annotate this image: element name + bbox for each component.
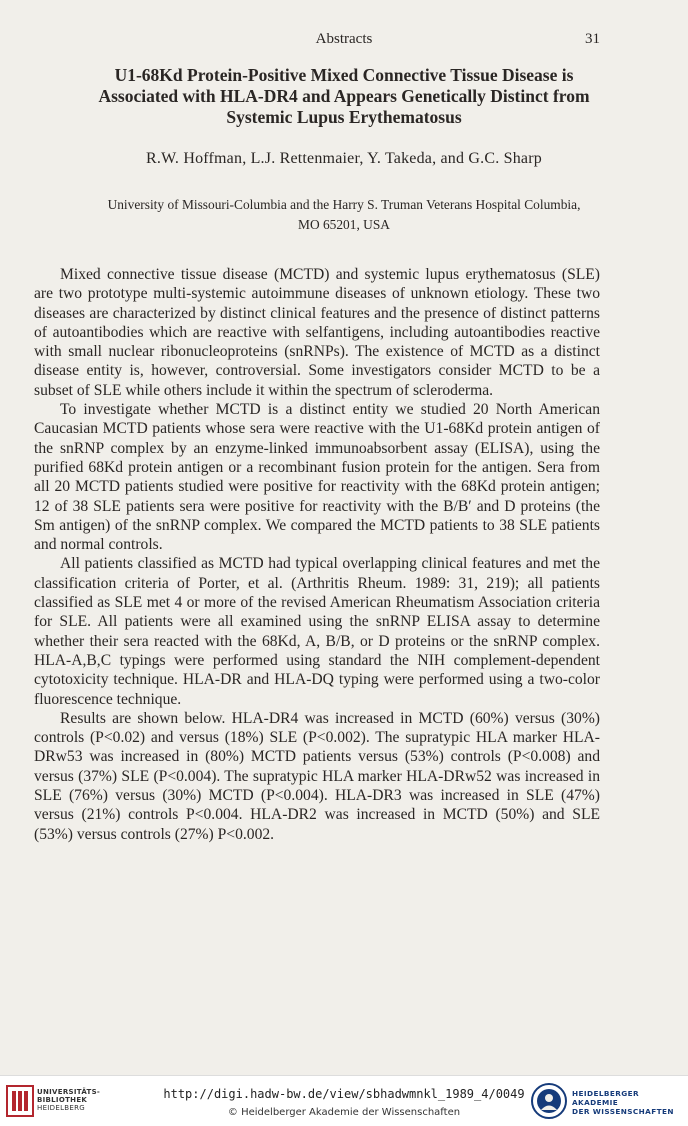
running-title: Abstracts — [315, 31, 373, 47]
paragraph: To investigate whether MCTD is a distinct entity we studied 20 North American Caucasian MCTD patients whose sera were reactive with the U1-68Kd protein antigen of the snRNP complex by an enzyme-linked immunoabsorbent assay (ELISA), using the purified 68Kd protein antigen or a recombinant fusion protein for the antigen. Sera from all 20 MCTD patients studied were positive for reactivity with the 68Kd protein antigen; 12 of 38 SLE patients sera were positive for reactivity with the B/B′ and D proteins (the Sm antigen) of the snRNP complex. We compared the MCTD patients to 38 SLE patients and normal controls. — [34, 401, 600, 554]
title-line: Systemic Lupus Erythematosus — [226, 107, 462, 127]
running-head — [0, 31, 688, 51]
permalink-url[interactable]: http://digi.hadw-bw.de/view/sbhadwmnkl_1989_4/0049 — [163, 1087, 525, 1101]
affiliation-line: University of Missouri-Columbia and the Harry S. Truman Veterans Hospital Columbia, — [107, 197, 581, 212]
article-title — [34, 65, 654, 128]
authors: R.W. Hoffman, L.J. Rettenmaier, Y. Takeda, and G.C. Sharp — [146, 150, 542, 167]
affiliation-line: MO 65201, USA — [298, 217, 390, 232]
copyright-notice: © Heidelberger Akademie der Wissenschaften — [227, 1107, 461, 1118]
paragraph: Results are shown below. HLA-DR4 was increased in MCTD (60%) versus (30%) controls (P<0.02) and versus (18%) SLE (P<0.002). The supratypic HLA marker HLA-DRw53 was increased in (80%) MCTD patients versus (53%) controls (P<0.008) and versus (37%) SLE (P<0.004). The supratypic HLA marker HLA-DRw52 was increased in SLE (76%) versus (30%) MCTD (P<0.004). HLA-DR3 was increased in SLE (47%) versus (21%) controls P<0.004. HLA-DR2 was increased in MCTD (50%) and SLE (53%) versus controls (27%) P<0.002. — [34, 709, 600, 843]
paragraph: All patients classified as MCTD had typical overlapping clinical features and met the classification criteria of Porter, et al. (Arthritis Rheum. 1989: 31, 219); all patients classified as SLE met 4 or more of the revised American Rheumatism Association criteria for SLE. All patients were all examined using the snRNP ELISA assay to determine whether their sera reacted with the 68Kd, A, B/B, or D proteins or the snRNP complex. HLA-A,B,C typings were performed using standard the NIH complement-dependent cytotoxicity technique. HLA-DR and HLA-DQ typing were performed using a two-color fluorescence technique. — [34, 555, 600, 708]
digitization-footer — [0, 1075, 688, 1126]
abstract-body — [34, 265, 600, 844]
title-line: Associated with HLA-DR4 and Appears Genetically Distinct from — [98, 86, 590, 106]
affiliation — [34, 195, 654, 235]
university-library-name: UNIVERSITÄTS- BIBLIOTHEK HEIDELBERG — [37, 1088, 101, 1113]
academy-name: HEIDELBERGER AKADEMIE DER WISSENSCHAFTEN — [572, 1089, 674, 1116]
academy-seal-icon — [530, 1082, 568, 1120]
paragraph: Mixed connective tissue disease (MCTD) and systemic lupus erythematosus (SLE) are two prototype multi-systemic autoimmune diseases of unknown etiology. These two diseases are characterized by distinct clinical features and the presence of distinct patterns of autoantibodies which are reactive with selfantigens, including autoantibodies reactive with small nuclear ribonucleoproteins (snRNPs). The existence of MCTD as a distinct disease entity is, however, controversial. Some investigators consider MCTD to be a subset of SLE while others include it within the spectrum of scleroderma. — [34, 266, 600, 399]
title-line: U1-68Kd Protein-Positive Mixed Connective Tissue Disease is — [114, 65, 574, 85]
page-number: 31 — [585, 31, 600, 47]
